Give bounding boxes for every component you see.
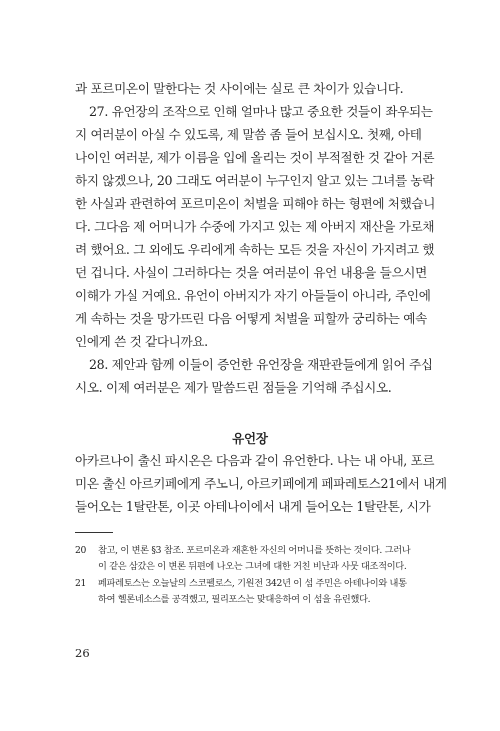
body-line: 시오. 이제 여러분은 제가 말씀드린 점들을 기억해 주십시오.	[75, 380, 392, 395]
body-line: 지 여러분이 아실 수 있도록, 제 말씀 좀 들어 보십시오. 첫째, 아테	[75, 127, 422, 142]
body-line: 27. 유언장의 조작으로 인해 얼마나 많고 중요한 것들이 좌우되는	[89, 104, 433, 119]
will-line: 아카르나이 출신 파시온은 다음과 같이 유언한다. 나는 내 아내, 포르	[75, 453, 435, 468]
body-line: 게 속하는 것을 망가뜨린 다음 어떻게 처벌을 피할까 궁리하는 예속	[75, 311, 427, 326]
footnote-text: 하여 헬론네소스를 공격했고, 필리포스는 맞대응하여 이 섬을 유린했다.	[98, 594, 371, 605]
will-line: 미온 출신 아르키페에게 주노니, 아르키페에게 페파레토스21에서 내게	[75, 476, 447, 491]
body-line: 한 사실과 관련하여 포르미온이 처벌을 피해야 하는 형편에 처했습니	[75, 196, 436, 211]
body-line: 려 했어요. 그 외에도 우리에게 속하는 모든 것을 자신이 가지려고 했	[75, 242, 435, 257]
section-heading: 유언장	[232, 431, 268, 446]
body-line: 다. 그다음 제 어머니가 수중에 가지고 있는 제 아버지 재산을 가로채	[75, 219, 435, 234]
body-line: 던 겁니다. 사실이 그러하다는 것을 여러분이 유언 내용을 들으시면	[75, 265, 427, 280]
footnote-number: 20	[75, 545, 87, 556]
body-line: 28. 제안과 함께 이들이 증언한 유언장을 재판관들에게 읽어 주십	[89, 357, 433, 372]
page-number: 26	[75, 646, 90, 660]
footnote-text: 페파레토스는 오늘날의 스코펠로스, 기원전 342년 이 섬 주민은 아테나이와 내통	[98, 578, 407, 589]
body-line: 인에게 쓴 것 같다니까요.	[75, 334, 208, 349]
body-line: 하지 않겠으나, 20 그래도 여러분이 누구인지 알고 있는 그녀를 농락	[75, 173, 435, 188]
will-line: 들어오는 1탈란톤, 이곳 아테나이에서 내게 들어오는 1탈란톤, 시가	[75, 499, 431, 514]
footnote-number: 21	[75, 578, 87, 589]
body-line: 이해가 가실 거예요. 유언이 아버지가 자기 아들들이 아니라, 주인에	[75, 288, 431, 303]
body-line: 나이인 여러분, 제가 이름을 입에 올리는 것이 부적절한 것 같아 거론	[75, 150, 435, 165]
footnote-divider	[75, 532, 113, 533]
footnote-text: 이 같은 삼갔은 이 변론 뒤편에 나오는 그녀에 대한 거친 비난과 사뭇 대조적이다.	[98, 561, 407, 572]
footnote-text: 참고, 이 변론 §3 참조. 포르미온과 재혼한 자신의 어머니를 뜻하는 것이다. 그러나	[98, 545, 411, 556]
body-line: 과 포르미온이 말한다는 것 사이에는 실로 큰 차이가 있습니다.	[75, 81, 404, 96]
